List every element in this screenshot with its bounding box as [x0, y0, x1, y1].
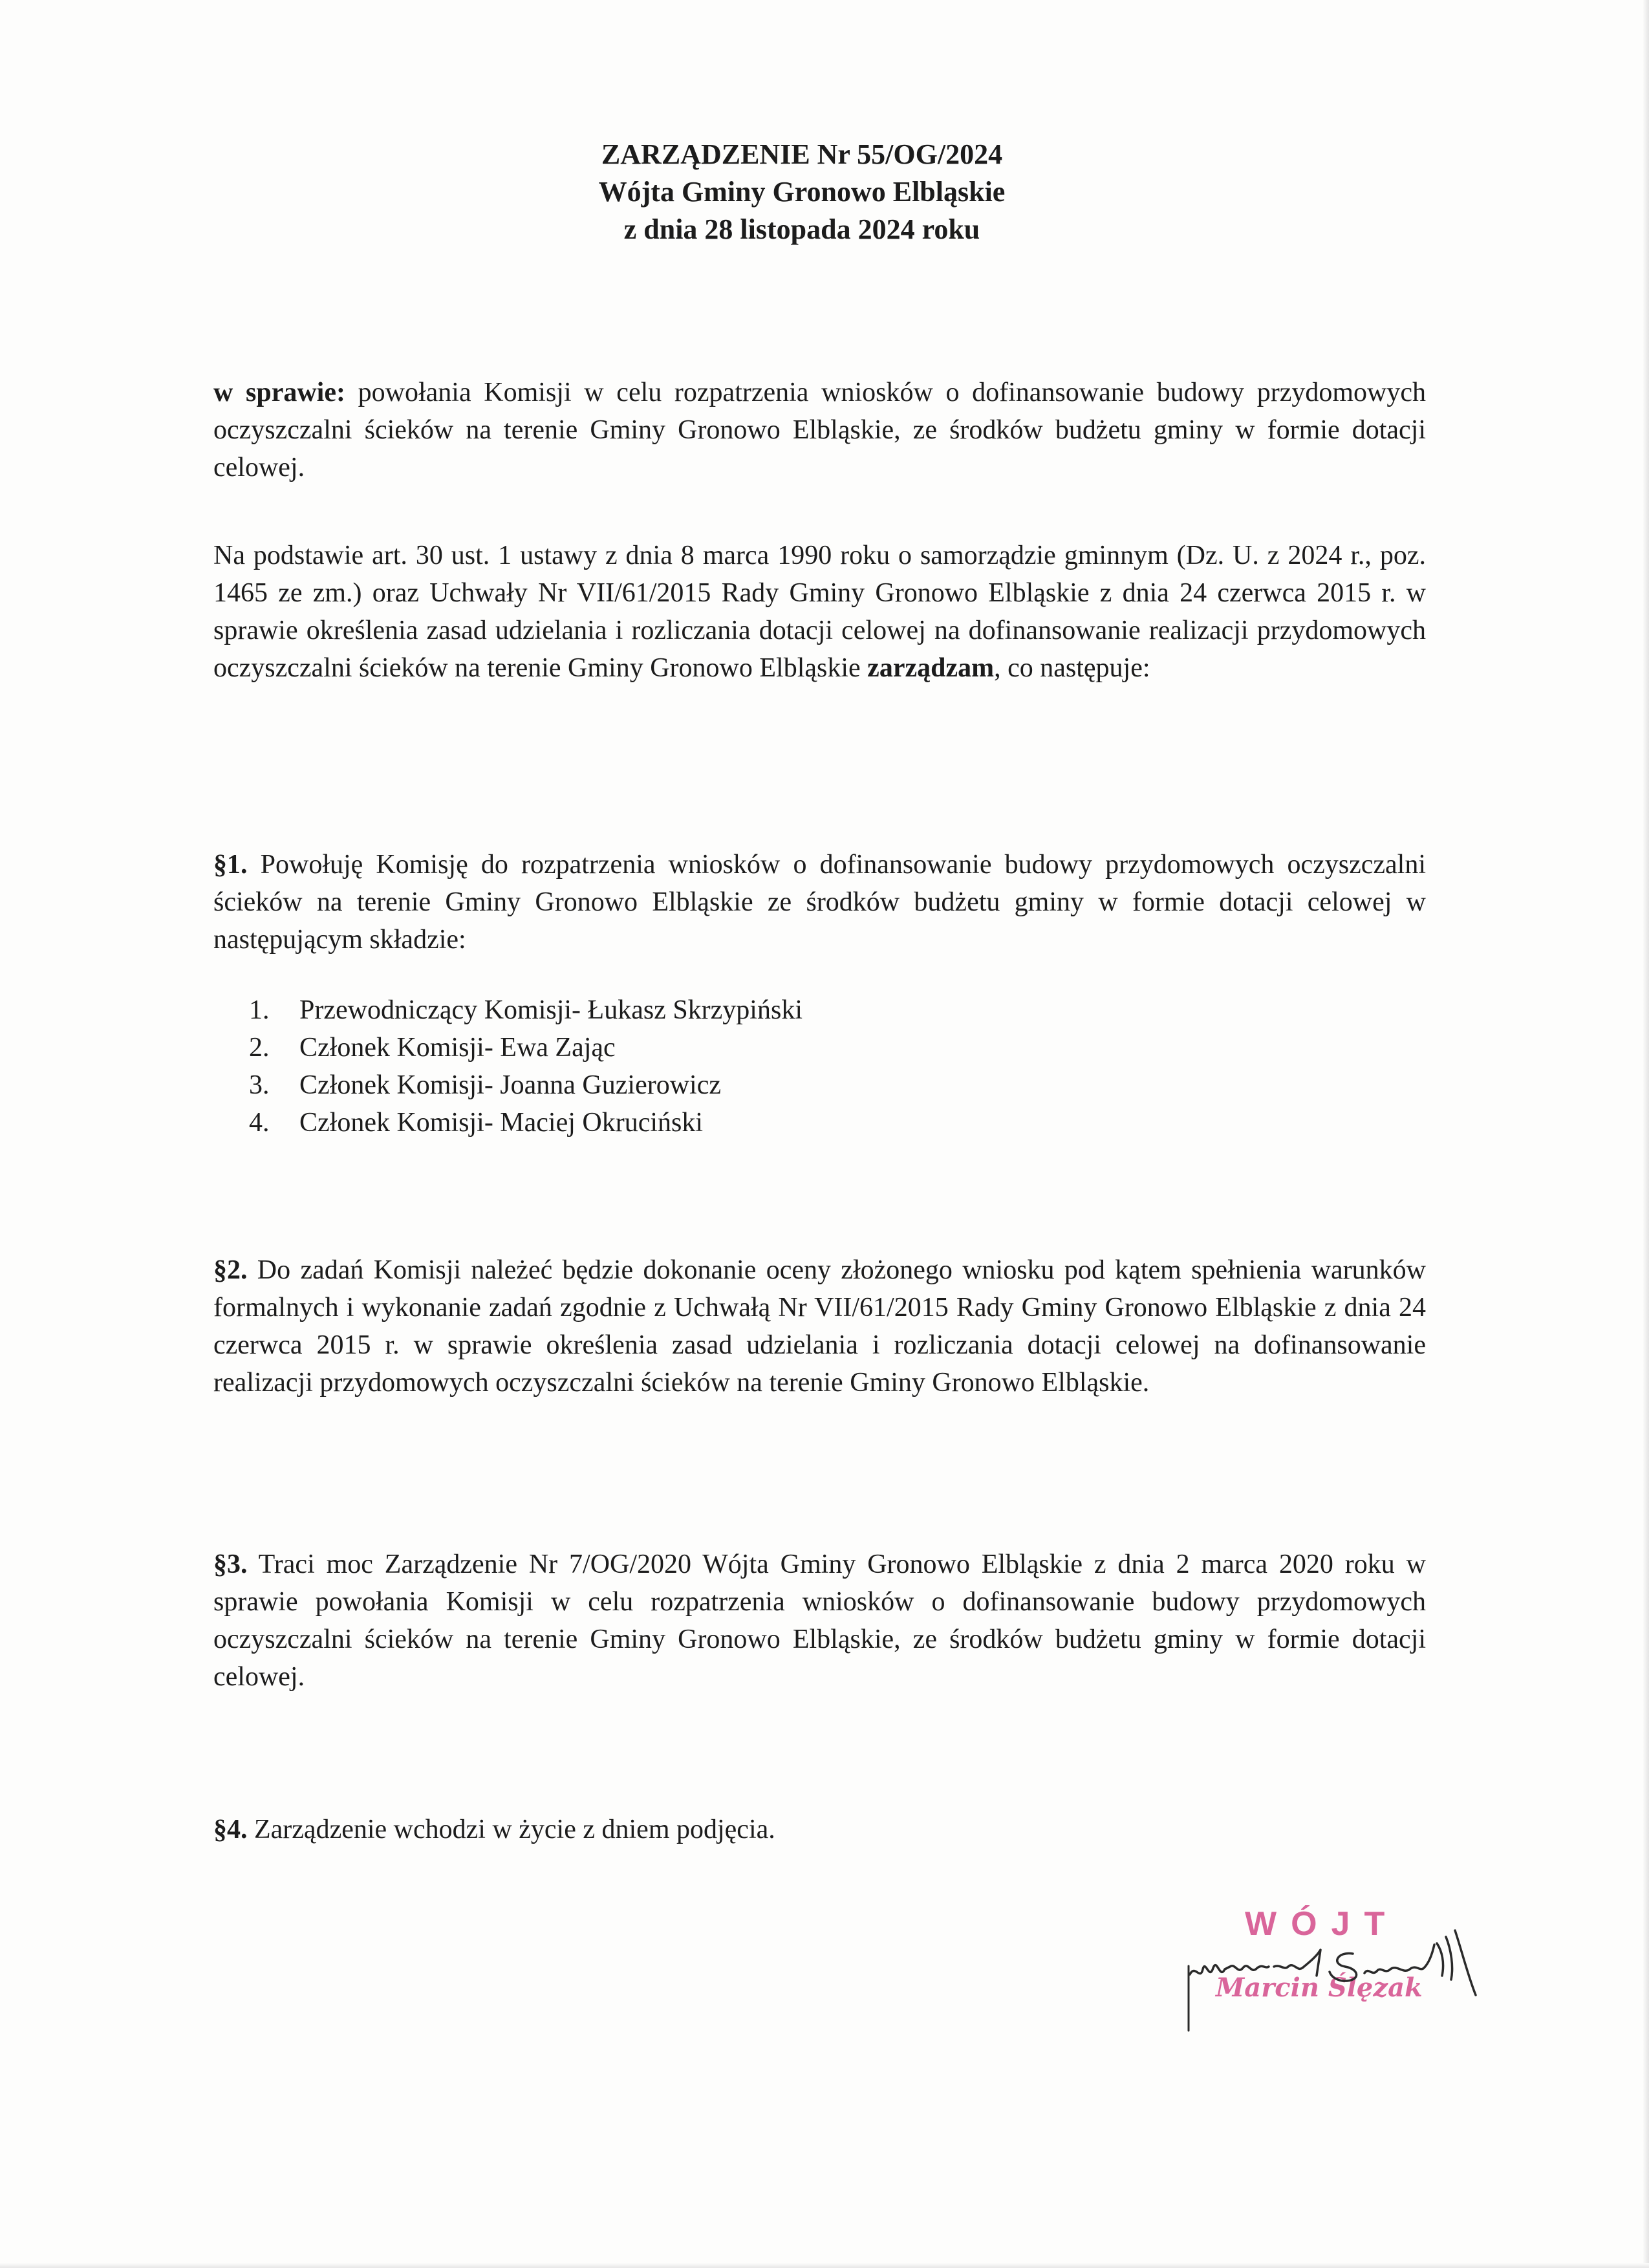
- section-3-mark: §3.: [213, 1550, 248, 1579]
- list-item-text: Członek Komisji- Joanna Guzierowicz: [299, 1070, 721, 1100]
- list-item-number: 1.: [249, 995, 270, 1025]
- official-stamp: [1183, 1905, 1546, 2034]
- section-1-text: Powołuję Komisję do rozpatrzenia wniosków o dofinansowanie budowy przydomowych oczyszczalni ścieków na terenie Gminy Gronowo Elbląskie ze środków budżetu gminy w formie dotacji celowej w następującym składzie:: [213, 850, 1426, 955]
- commission-members-list: [249, 991, 803, 1141]
- legal-basis-paragraph: [213, 537, 1426, 687]
- page-edge-shadow-bottom: [0, 2263, 1649, 2268]
- document-header: [0, 136, 1604, 248]
- list-item-text: Członek Komisji- Maciej Okruciński: [299, 1108, 704, 1138]
- section-1-mark: §1.: [213, 850, 248, 880]
- stamp-title: WÓJT: [1245, 1905, 1399, 1943]
- section-1-paragraph: [213, 846, 1426, 958]
- list-item-number: 2.: [249, 1033, 270, 1063]
- section-2-mark: §2.: [213, 1255, 248, 1285]
- list-item: [249, 1029, 803, 1066]
- section-2-paragraph: [213, 1251, 1426, 1401]
- document-date: z dnia 28 listopada 2024 roku: [623, 213, 980, 245]
- document-title: ZARZĄDZENIE Nr 55/OG/2024: [601, 138, 1003, 170]
- legal-basis-text: Na podstawie art. 30 ust. 1 ustawy z dnia 8 marca 1990 roku o samorządzie gminnym (Dz. U. z 2024 r., poz. 1465 ze zm.) oraz Uchwały Nr VII/61/2015 Rady Gminy Gronowo Elbląskie z dnia 24 czerwca 2015 r. w sprawie określenia zasad udzielania i rozliczania dotacji celowej na dofinansowanie realizacji przydomowych oczyszczalni ścieków na terenie Gminy Gronowo Elbląskie: [213, 541, 1426, 683]
- subject-label: w sprawie:: [213, 378, 345, 407]
- section-4-paragraph: [213, 1811, 1426, 1848]
- section-4-text: Zarządzenie wchodzi w życie z dniem podjęcia.: [247, 1815, 775, 1844]
- list-item-number: 3.: [249, 1070, 270, 1100]
- handwritten-signature: [1183, 1905, 1546, 2034]
- stamp-name: Marcin Ślęzak: [1216, 1972, 1423, 2003]
- subject-paragraph: [213, 374, 1426, 486]
- legal-basis-bold: zarządzam: [867, 653, 995, 683]
- section-2-text: Do zadań Komisji należeć będzie dokonanie oceny złożonego wniosku pod kątem spełnienia warunków formalnych i wykonanie zadań zgodnie z Uchwałą Nr VII/61/2015 Rady Gminy Gronowo Elbląskie z dnia 24 czerwca 2015 r. w sprawie określenia zasad udzielania i rozliczania dotacji celowej na dofinansowanie realizacji przydomowych oczyszczalni ścieków na terenie Gminy Gronowo Elbląskie.: [213, 1255, 1426, 1398]
- list-item: [249, 1066, 803, 1104]
- document-issuer: Wójta Gminy Gronowo Elbląskie: [598, 176, 1006, 208]
- legal-basis-tail: , co następuje:: [994, 653, 1150, 683]
- list-item: [249, 1104, 803, 1141]
- list-item-number: 4.: [249, 1108, 270, 1138]
- list-item-text: Członek Komisji- Ewa Zając: [299, 1033, 616, 1063]
- section-4-mark: §4.: [213, 1815, 248, 1844]
- section-3-paragraph: [213, 1546, 1426, 1696]
- list-item-text: Przewodniczący Komisji- Łukasz Skrzypiński: [299, 995, 803, 1025]
- list-item: [249, 991, 803, 1029]
- subject-text: powołania Komisji w celu rozpatrzenia wniosków o dofinansowanie budowy przydomowych oczyszczalni ścieków na terenie Gminy Gronowo Elbląskie, ze środków budżetu gminy w formie dotacji celowej.: [213, 378, 1426, 482]
- page-edge-shadow: [1643, 0, 1649, 2268]
- section-3-text: Traci moc Zarządzenie Nr 7/OG/2020 Wójta Gminy Gronowo Elbląskie z dnia 2 marca 2020 roku w sprawie powołania Komisji w celu rozpatrzenia wniosków o dofinansowanie budowy przydomowych oczyszczalni ścieków na terenie Gminy Gronowo Elbląskie, ze środków budżetu gminy w formie dotacji celowej.: [213, 1550, 1426, 1692]
